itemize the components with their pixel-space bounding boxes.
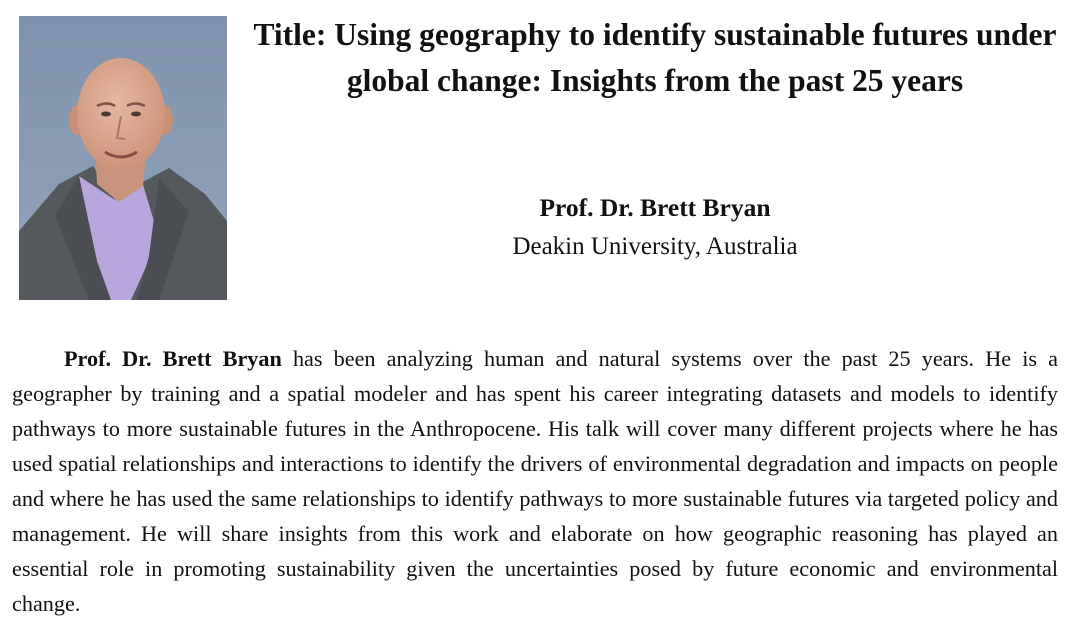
talk-title: Title: Using geography to identify sustainable futures under global change: Insights from the past 25 years [253, 17, 1057, 98]
speaker-bio [12, 341, 1058, 621]
bio-lead-name: Prof. Dr. Brett Bryan [64, 346, 282, 371]
speaker-name: Prof. Dr. Brett Bryan [539, 193, 771, 222]
speaker-affiliation: Deakin University, Australia [512, 233, 798, 260]
speaker-photo [19, 16, 227, 300]
bio-text: has been analyzing human and natural systems over the past 25 years. He is a geographer by training and a spatial modeler and has spent his career integrating datasets and models to identify pathways to more sustainable futures in the Anthropocene. His talk will cover many different projects where he has used spatial relationships and interactions to identify the drivers of environmental degradation and impacts on people and where he has used the same relationships to identify pathways to more sustainable futures via targeted policy and management. He will share insights from this work and elaborate on how geographic reasoning has played an essential role in promoting sustainability given the uncertainties posed by future economic and environmental change. [12, 346, 1058, 616]
